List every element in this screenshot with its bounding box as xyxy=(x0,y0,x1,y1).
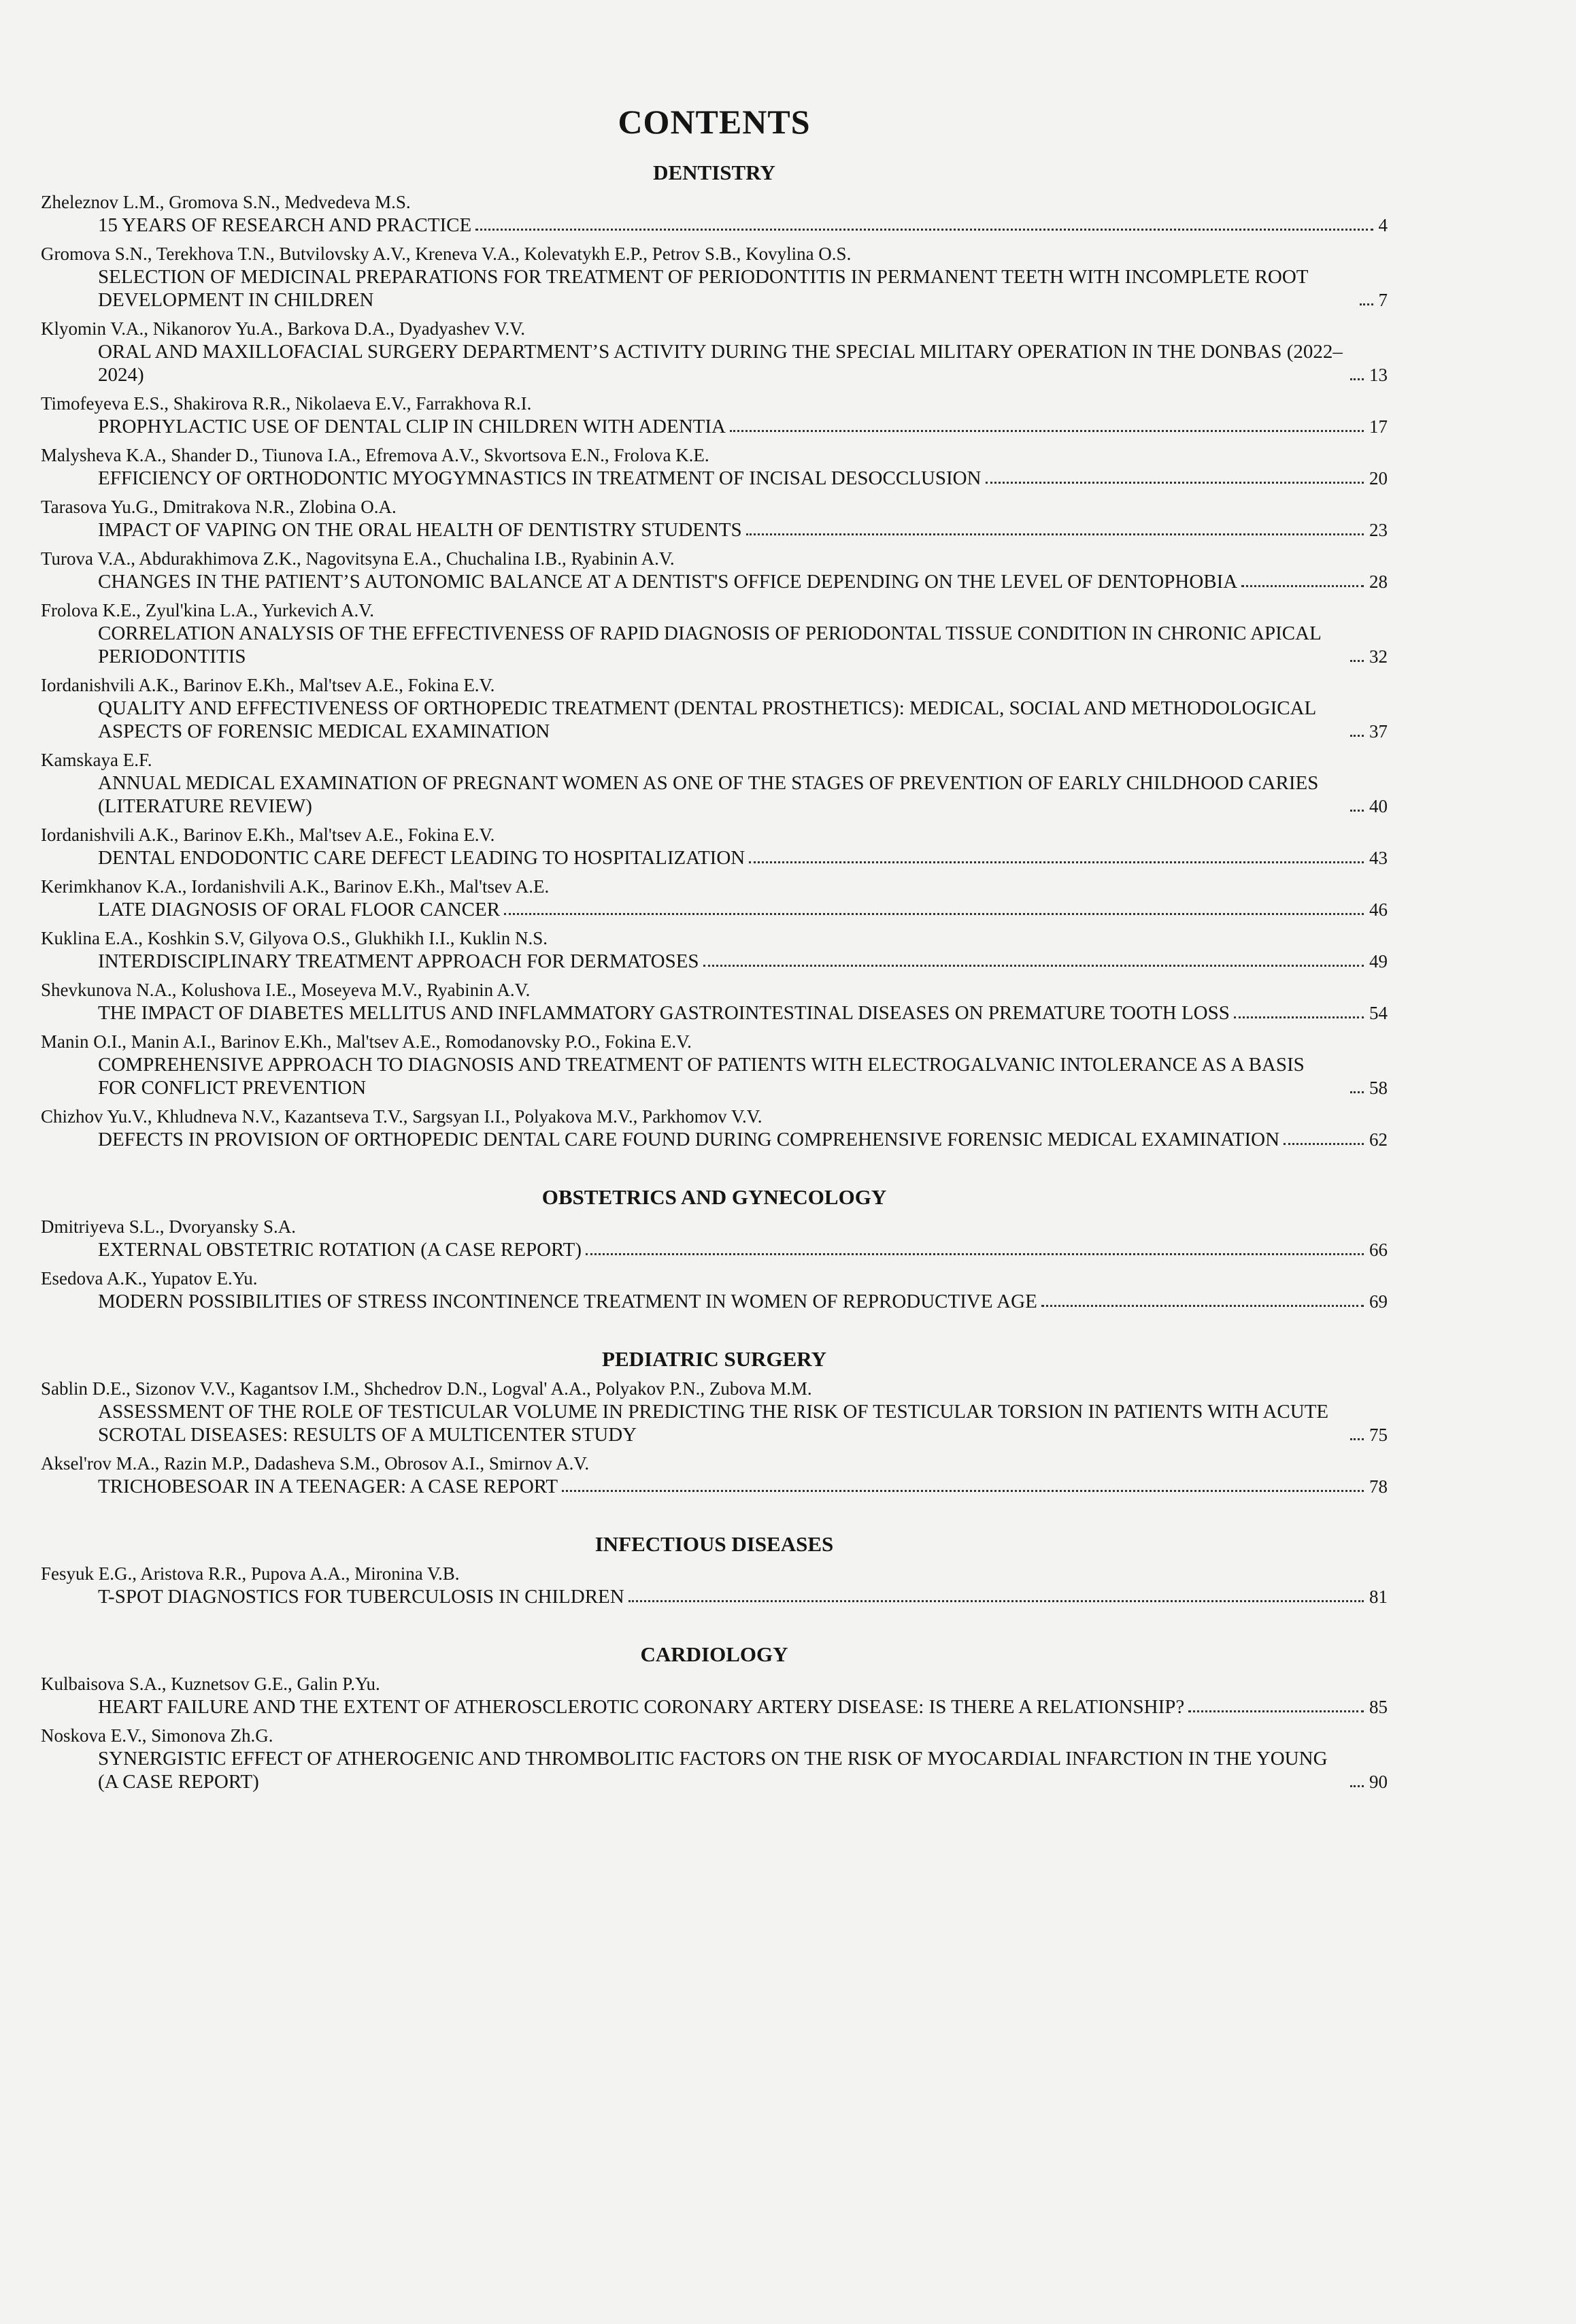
entry-page-number: 28 xyxy=(1369,571,1388,592)
dot-leader xyxy=(1284,1143,1364,1145)
section-heading: OBSTETRICS AND GYNECOLOGY xyxy=(541,1185,887,1209)
entry-page-number: 4 xyxy=(1378,215,1388,235)
dot-leader xyxy=(1234,1016,1364,1018)
page-title: CONTENTS xyxy=(618,103,811,141)
entry-authors: Gromova S.N., Terekhova T.N., Butvilovsky A.V., Kreneva V.A., Kolevatykh E.P., Petrov S.B., Kovylina O.S. xyxy=(41,244,852,264)
entry-authors: Chizhov Yu.V., Khludneva N.V., Kazantseva T.V., Sargsyan I.I., Polyakova M.V., Parkhomov V.V. xyxy=(41,1106,762,1127)
entry-authors: Kulbaisova S.A., Kuznetsov G.E., Galin P.Yu. xyxy=(41,1674,380,1694)
entry-title: EXTERNAL OBSTETRIC ROTATION (A CASE REPORT) xyxy=(98,1239,582,1261)
entry-page-number: 20 xyxy=(1369,468,1388,488)
toc-entry xyxy=(41,1724,1388,1793)
entry-title: QUALITY AND EFFECTIVENESS OF ORTHOPEDIC TREATMENT (DENTAL PROSTHETICS): MEDICAL, SOCIAL AND METHODOLOGICAL ASPECTS OF FORENSIC MEDICAL EXAMINATION xyxy=(98,697,1316,742)
entry-authors: Iordanishvili A.K., Barinov E.Kh., Mal'tsev A.E., Fokina E.V. xyxy=(41,825,495,845)
toc-entry xyxy=(41,823,1388,869)
entry-page-number: 46 xyxy=(1369,899,1388,920)
section-heading: DENTISTRY xyxy=(653,161,775,184)
toc-entry xyxy=(41,927,1388,973)
toc-entry xyxy=(41,875,1388,921)
entry-authors: Aksel'rov M.A., Razin M.P., Dadasheva S.M., Obrosov A.I., Smirnov A.V. xyxy=(41,1453,590,1474)
entry-title-row xyxy=(98,1053,1388,1099)
toc-entry xyxy=(41,1215,1388,1261)
entry-title-row xyxy=(98,214,1388,237)
entry-authors: Shevkunova N.A., Kolushova I.E., Moseyeva M.V., Ryabinin A.V. xyxy=(41,980,531,1000)
toc-entry xyxy=(41,978,1388,1025)
entry-page-number: 85 xyxy=(1369,1697,1388,1717)
dot-leader xyxy=(703,965,1364,967)
dot-leader xyxy=(1041,1305,1364,1307)
entry-authors: Sablin D.E., Sizonov V.V., Kagantsov I.M., Shchedrov D.N., Logval' A.A., Polyakov P.N., Zubova M.M. xyxy=(41,1378,812,1399)
entry-page-number: 69 xyxy=(1369,1291,1388,1312)
dot-leader xyxy=(562,1490,1364,1492)
section-heading: INFECTIOUS DISEASES xyxy=(594,1532,834,1556)
entry-title: TRICHOBESOAR IN A TEENAGER: A CASE REPORT xyxy=(98,1476,558,1497)
toc-entry xyxy=(41,1105,1388,1151)
entry-page-number: 81 xyxy=(1369,1587,1388,1607)
toc-entry xyxy=(41,190,1388,237)
entry-title-row xyxy=(98,846,1388,869)
dot-leader xyxy=(586,1253,1364,1255)
toc-entry xyxy=(41,1672,1388,1719)
entry-authors: Kamskaya E.F. xyxy=(41,750,152,770)
entry-authors: Turova V.A., Abdurakhimova Z.K., Nagovitsyna E.A., Chuchalina I.B., Ryabinin A.V. xyxy=(41,548,675,569)
dot-leader xyxy=(1350,1091,1364,1093)
entry-title-row xyxy=(98,1747,1388,1793)
dot-leader xyxy=(1350,1438,1364,1440)
entry-title: PROPHYLACTIC USE OF DENTAL CLIP IN CHILDREN WITH ADENTIA xyxy=(98,416,726,437)
entry-title: SYNERGISTIC EFFECT OF ATHEROGENIC AND THROMBOLITIC FACTORS ON THE RISK OF MYOCARDIAL INFARCTION IN THE YOUNG (A CASE REPORT) xyxy=(98,1748,1328,1793)
toc-entry xyxy=(41,495,1388,542)
entry-page-number: 32 xyxy=(1369,646,1388,667)
entry-title: IMPACT OF VAPING ON THE ORAL HEALTH OF DENTISTRY STUDENTS xyxy=(98,519,742,541)
dot-leader xyxy=(1350,1785,1364,1787)
entry-title-row xyxy=(98,265,1388,312)
entry-page-number: 78 xyxy=(1369,1476,1388,1497)
dot-leader xyxy=(746,533,1364,535)
dot-leader xyxy=(1188,1710,1364,1712)
entry-authors: Tarasova Yu.G., Dmitrakova N.R., Zlobina O.A. xyxy=(41,497,397,517)
toc-entry xyxy=(41,1030,1388,1099)
entry-title: COMPREHENSIVE APPROACH TO DIAGNOSIS AND TREATMENT OF PATIENTS WITH ELECTROGALVANIC INTOLERANCE AS A BASIS FOR CONFLICT PREVENTION xyxy=(98,1054,1305,1099)
entry-authors: Klyomin V.A., Nikanorov Yu.A., Barkova D.A., Dyadyashev V.V. xyxy=(41,318,525,339)
section-heading: PEDIATRIC SURGERY xyxy=(602,1347,826,1371)
entry-title-row xyxy=(98,622,1388,668)
entry-authors: Fesyuk E.G., Aristova R.R., Pupova A.A., Mironina V.B. xyxy=(41,1563,460,1584)
toc-entry xyxy=(41,547,1388,593)
entry-page-number: 13 xyxy=(1369,365,1388,385)
entry-title-row xyxy=(98,570,1388,593)
dot-leader xyxy=(1360,303,1373,305)
entry-title-row xyxy=(98,1475,1388,1498)
entry-title: ASSESSMENT OF THE ROLE OF TESTICULAR VOLUME IN PREDICTING THE RISK OF TESTICULAR TORSION IN PATIENTS WITH ACUTE SCROTAL DISEASES: RESULTS OF A MULTICENTER STUDY xyxy=(98,1401,1329,1446)
entry-page-number: 17 xyxy=(1369,416,1388,437)
section-heading: CARDIOLOGY xyxy=(640,1642,788,1666)
dot-leader xyxy=(730,430,1364,432)
entry-title: EFFICIENCY OF ORTHODONTIC MYOGYMNASTICS IN TREATMENT OF INCISAL DESOCCLUSION xyxy=(98,467,982,489)
entry-page-number: 58 xyxy=(1369,1078,1388,1098)
toc-entry xyxy=(41,392,1388,438)
entry-title: DEFECTS IN PROVISION OF ORTHOPEDIC DENTAL CARE FOUND DURING COMPREHENSIVE FORENSIC MEDICAL EXAMINATION xyxy=(98,1129,1280,1150)
entry-title-row xyxy=(98,1128,1388,1151)
entry-page-number: 75 xyxy=(1369,1425,1388,1445)
entry-authors: Iordanishvili A.K., Barinov E.Kh., Mal'tsev A.E., Fokina E.V. xyxy=(41,675,495,695)
entry-title: T-SPOT DIAGNOSTICS FOR TUBERCULOSIS IN CHILDREN xyxy=(98,1586,624,1608)
contents-sections xyxy=(41,161,1388,1793)
toc-entry xyxy=(41,674,1388,743)
entry-authors: Timofeyeva E.S., Shakirova R.R., Nikolaeva E.V., Farrakhova R.I. xyxy=(41,393,532,414)
toc-entry xyxy=(41,444,1388,490)
dot-leader xyxy=(628,1600,1364,1602)
entry-title-row xyxy=(98,1695,1388,1719)
toc-entry xyxy=(41,1562,1388,1608)
dot-leader xyxy=(1350,660,1364,662)
entry-title: LATE DIAGNOSIS OF ORAL FLOOR CANCER xyxy=(98,899,501,920)
toc-entry xyxy=(41,242,1388,312)
contents-page xyxy=(41,102,1388,1799)
entry-title-row xyxy=(98,1001,1388,1025)
entry-title-row xyxy=(98,1290,1388,1313)
toc-entry xyxy=(41,1377,1388,1446)
entry-page-number: 62 xyxy=(1369,1129,1388,1150)
entry-authors: Manin O.I., Manin A.I., Barinov E.Kh., Mal'tsev A.E., Romodanovsky P.O., Fokina E.V. xyxy=(41,1031,692,1052)
entry-title-row xyxy=(98,697,1388,743)
entry-page-number: 66 xyxy=(1369,1240,1388,1260)
dot-leader xyxy=(749,861,1364,863)
entry-title: 15 YEARS OF RESEARCH AND PRACTICE xyxy=(98,214,472,236)
entry-title-row xyxy=(98,950,1388,973)
entry-title: ORAL AND MAXILLOFACIAL SURGERY DEPARTMENT’S ACTIVITY DURING THE SPECIAL MILITARY OPERATION IN THE DONBAS (2022–2024) xyxy=(98,341,1343,386)
entry-page-number: 54 xyxy=(1369,1003,1388,1023)
toc-entry xyxy=(41,748,1388,818)
toc-entry xyxy=(41,1267,1388,1313)
entry-page-number: 40 xyxy=(1369,796,1388,816)
dot-leader xyxy=(986,482,1364,484)
entry-page-number: 37 xyxy=(1369,721,1388,742)
entry-authors: Noskova E.V., Simonova Zh.G. xyxy=(41,1725,273,1746)
entry-authors: Frolova K.E., Zyul'kina L.A., Yurkevich A.V. xyxy=(41,600,375,620)
dot-leader xyxy=(1241,585,1364,587)
entry-authors: Zheleznov L.M., Gromova S.N., Medvedeva M.S. xyxy=(41,192,411,212)
entry-title: THE IMPACT OF DIABETES MELLITUS AND INFLAMMATORY GASTROINTESTINAL DISEASES ON PREMATURE TOOTH LOSS xyxy=(98,1002,1230,1024)
entry-page-number: 90 xyxy=(1369,1772,1388,1792)
entry-title-row xyxy=(98,340,1388,386)
entry-title-row xyxy=(98,1585,1388,1608)
toc-entry xyxy=(41,599,1388,668)
dot-leader xyxy=(1350,810,1364,812)
entry-page-number: 49 xyxy=(1369,951,1388,972)
entry-page-number: 23 xyxy=(1369,520,1388,540)
entry-title-row xyxy=(98,898,1388,921)
entry-title-row xyxy=(98,1238,1388,1261)
entry-title-row xyxy=(98,518,1388,542)
entry-title: CHANGES IN THE PATIENT’S AUTONOMIC BALANCE AT A DENTIST'S OFFICE DEPENDING ON THE LEVEL OF DENTOPHOBIA xyxy=(98,571,1238,593)
dot-leader xyxy=(475,229,1373,231)
entry-title-row xyxy=(98,415,1388,438)
dot-leader xyxy=(1350,735,1364,737)
entry-page-number: 7 xyxy=(1378,290,1388,310)
entry-authors: Esedova A.K., Yupatov E.Yu. xyxy=(41,1268,258,1289)
entry-title: ANNUAL MEDICAL EXAMINATION OF PREGNANT WOMEN AS ONE OF THE STAGES OF PREVENTION OF EARLY CHILDHOOD CARIES (LITERATURE REVIEW) xyxy=(98,772,1319,817)
entry-title: SELECTION OF MEDICINAL PREPARATIONS FOR TREATMENT OF PERIODONTITIS IN PERMANENT TEETH WITH INCOMPLETE ROOT DEVELOPMENT IN CHILDREN xyxy=(98,266,1308,311)
toc-entry xyxy=(41,1452,1388,1498)
entry-title-row xyxy=(98,1400,1388,1446)
entry-title-row xyxy=(98,771,1388,818)
entry-title: MODERN POSSIBILITIES OF STRESS INCONTINENCE TREATMENT IN WOMEN OF REPRODUCTIVE AGE xyxy=(98,1291,1037,1312)
entry-title: CORRELATION ANALYSIS OF THE EFFECTIVENESS OF RAPID DIAGNOSIS OF PERIODONTAL TISSUE CONDITION IN CHRONIC APICAL PERIODONTITIS xyxy=(98,622,1321,667)
entry-authors: Kerimkhanov K.A., Iordanishvili A.K., Barinov E.Kh., Mal'tsev A.E. xyxy=(41,876,550,897)
entry-authors: Malysheva K.A., Shander D., Tiunova I.A., Efremova A.V., Skvortsova E.N., Frolova K.E. xyxy=(41,445,709,465)
toc-entry xyxy=(41,317,1388,386)
entry-title: HEART FAILURE AND THE EXTENT OF ATHEROSCLEROTIC CORONARY ARTERY DISEASE: IS THERE A RELATIONSHIP? xyxy=(98,1696,1185,1718)
entry-page-number: 43 xyxy=(1369,848,1388,868)
dot-leader xyxy=(504,913,1364,915)
entry-title: INTERDISCIPLINARY TREATMENT APPROACH FOR DERMATOSES xyxy=(98,950,699,972)
entry-authors: Kuklina E.A., Koshkin S.V, Gilyova O.S., Glukhikh I.I., Kuklin N.S. xyxy=(41,928,548,948)
dot-leader xyxy=(1350,378,1364,380)
entry-title: DENTAL ENDODONTIC CARE DEFECT LEADING TO HOSPITALIZATION xyxy=(98,847,745,869)
entry-authors: Dmitriyeva S.L., Dvoryansky S.A. xyxy=(41,1216,296,1237)
entry-title-row xyxy=(98,467,1388,490)
